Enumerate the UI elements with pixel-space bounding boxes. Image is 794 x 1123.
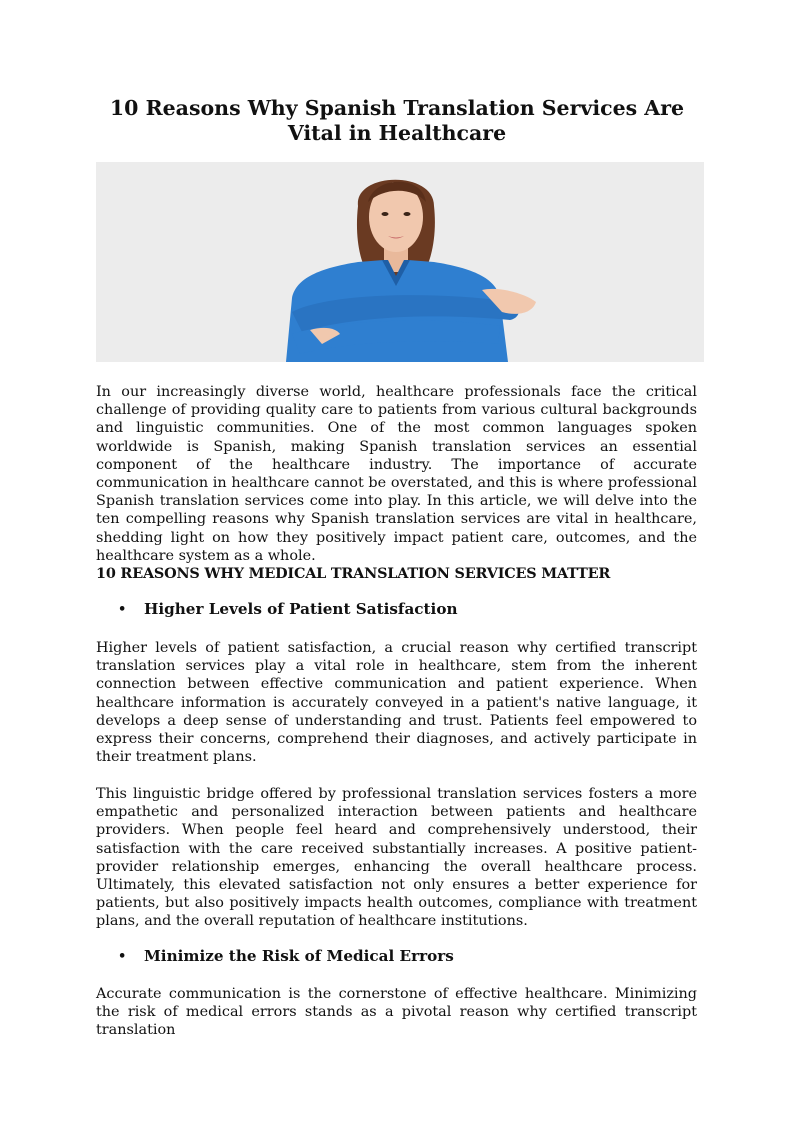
section-heading: 10 REASONS WHY MEDICAL TRANSLATION SERVICES MATTER (96, 565, 611, 582)
bullet-label: Higher Levels of Patient Satisfaction (144, 600, 458, 618)
hero-image (96, 162, 704, 362)
bullet-label: Minimize the Risk of Medical Errors (144, 947, 454, 965)
bullet-dot: • (118, 949, 127, 964)
patient-satisfaction-paragraph: Higher levels of patient satisfaction, a crucial reason why certified transcript translation services play a vital role in healthcare, stem from the inherent connection between effective communication and patient experience. When healthcare information is accurately conveyed in a patient's native language, it develops a deep sense of understanding and trust. Patients feel empowered to express their concerns, comprehend their diagnoses, and actively participate in their treatment plans. (96, 640, 697, 766)
linguistic-bridge-paragraph: This linguistic bridge offered by professional translation services fosters a more empathetic and personalized interaction between patients and healthcare providers. When people feel heard and comprehensively understood, their satisfaction with the care received substantially increases. A positive patient-provider relationship emerges, enhancing the overall healthcare process. Ultimately, this elevated satisfaction not only ensures a better experience for patients, but also positively impacts health outcomes, compliance with treatment plans, and the overall reputation of healthcare institutions. (96, 786, 697, 930)
nurse-illustration (96, 162, 704, 362)
intro-paragraph: In our increasingly diverse world, healthcare professionals face the critical challenge of providing quality care to patients from various cultural backgrounds and linguistic communities. One of the most common languages spoken worldwide is Spanish, making Spanish translation services an essential component of the healthcare industry. The importance of accurate communication in healthcare cannot be overstated, and this is where professional Spanish translation services come into play. In this article, we will delve into the ten compelling reasons why Spanish translation services are vital in healthcare, shedding light on how they positively impact patient care, outcomes, and the healthcare system as a whole. (96, 384, 697, 564)
medical-errors-paragraph: Accurate communication is the cornerstone of effective healthcare. Minimizing the risk of medical errors stands as a pivotal reason why certified transcript translation (96, 986, 697, 1039)
bullet-dot: • (118, 602, 127, 617)
page-title: 10 Reasons Why Spanish Translation Services Are Vital in Healthcare (109, 96, 685, 145)
